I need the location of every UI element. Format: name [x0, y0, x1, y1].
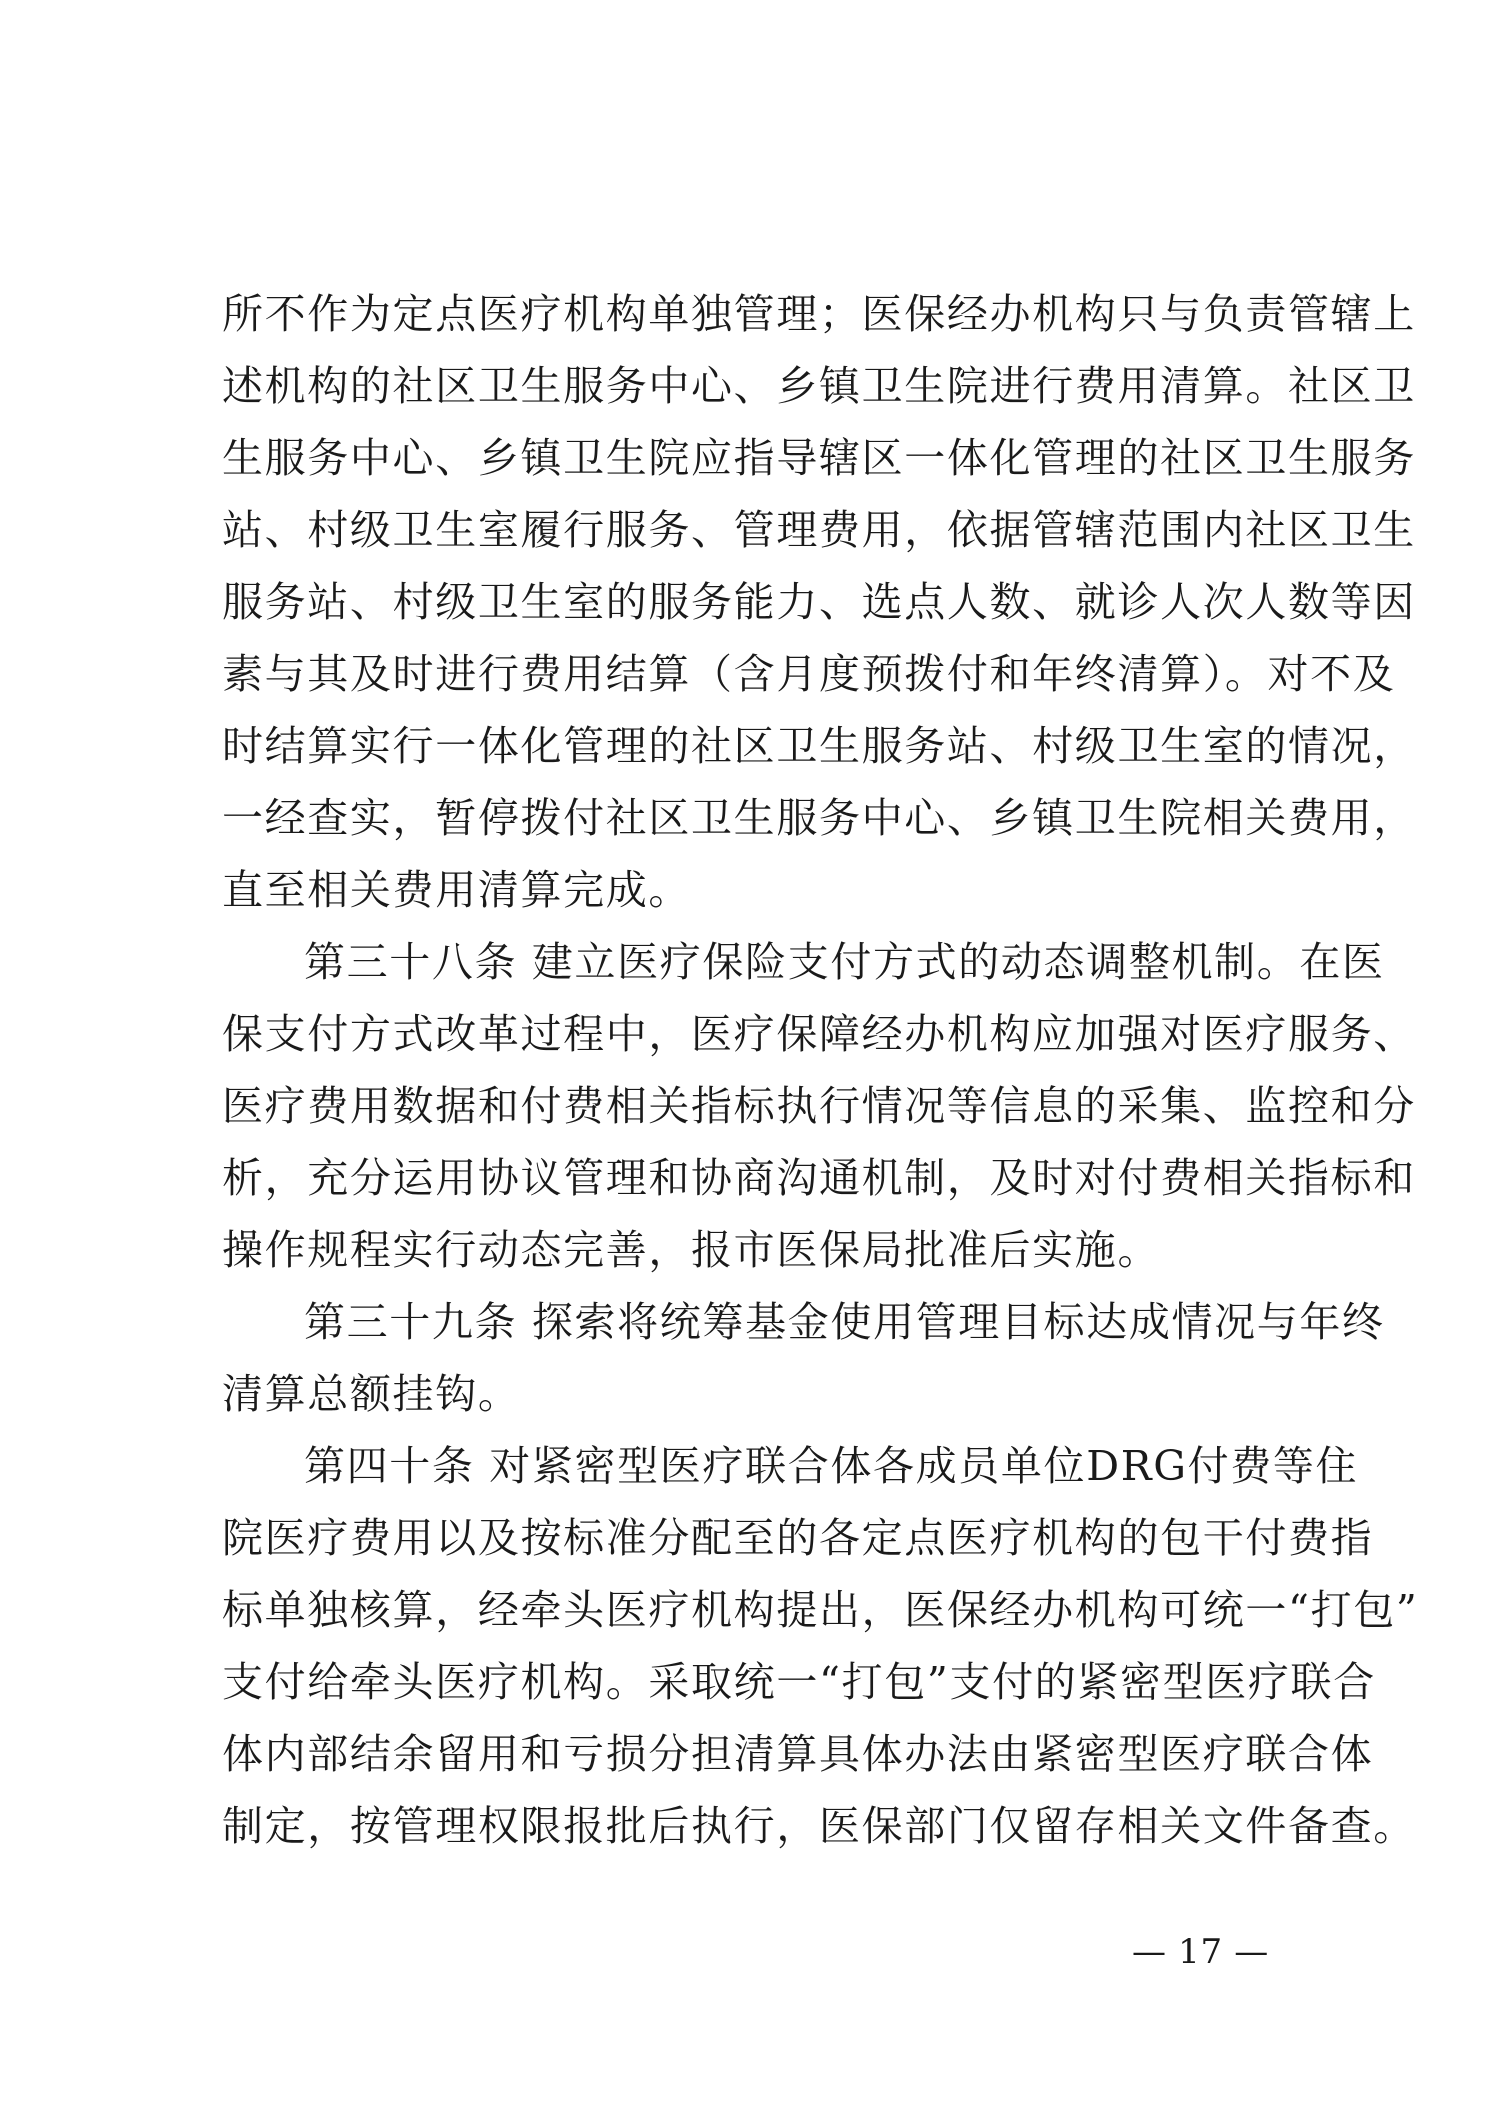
text-line: 所不作为定点医疗机构单独管理；医保经办机构只与负责管辖上 — [222, 290, 1416, 338]
text-line: 析，充分运用协议管理和协商沟通机制，及时对付费相关指标和 — [222, 1154, 1416, 1202]
text-line: 站、村级卫生室履行服务、管理费用，依据管辖范围内社区卫生 — [222, 506, 1416, 554]
text-line: 医疗费用数据和付费相关指标执行情况等信息的采集、监控和分 — [222, 1082, 1416, 1130]
text-line: 一经查实，暂停拨付社区卫生服务中心、乡镇卫生院相关费用， — [222, 794, 1416, 842]
document-body — [222, 278, 1419, 1862]
text-line: 直至相关费用清算完成。 — [222, 866, 692, 914]
text-line: 述机构的社区卫生服务中心、乡镇卫生院进行费用清算。社区卫 — [222, 362, 1416, 410]
text-line: 时结算实行一体化管理的社区卫生服务站、村级卫生室的情况， — [222, 722, 1416, 770]
text-line: 第三十八条 建立医疗保险支付方式的动态调整机制。在医 — [304, 938, 1385, 986]
text-line: 支付给牵头医疗机构。采取统一“打包”支付的紧密型医疗联合 — [222, 1658, 1376, 1706]
text-line: 院医疗费用以及按标准分配至的各定点医疗机构的包干付费指 — [222, 1514, 1374, 1562]
text-line: 素与其及时进行费用结算（含月度预拨付和年终清算）。对不及 — [222, 650, 1396, 698]
text-line: 生服务中心、乡镇卫生院应指导辖区一体化管理的社区卫生服务 — [222, 434, 1416, 482]
text-line: 制定，按管理权限报批后执行，医保部门仅留存相关文件备查。 — [222, 1802, 1416, 1850]
text-line: 标单独核算，经牵头医疗机构提出，医保经办机构可统一“打包” — [222, 1586, 1419, 1634]
text-line: 操作规程实行动态完善，报市医保局批准后实施。 — [222, 1226, 1161, 1274]
text-line: 保支付方式改革过程中，医疗保障经办机构应加强对医疗服务、 — [222, 1010, 1416, 1058]
page-number: — 17 — — [1132, 1932, 1269, 1972]
text-line: 第三十九条 探索将统筹基金使用管理目标达成情况与年终 — [304, 1298, 1385, 1346]
text-line: 服务站、村级卫生室的服务能力、选点人数、就诊人次人数等因 — [222, 578, 1416, 626]
text-line: 清算总额挂钩。 — [222, 1370, 521, 1418]
text-line: 体内部结余留用和亏损分担清算具体办法由紧密型医疗联合体 — [222, 1730, 1374, 1778]
text-line: 第四十条 对紧密型医疗联合体各成员单位DRG付费等住 — [304, 1442, 1359, 1490]
